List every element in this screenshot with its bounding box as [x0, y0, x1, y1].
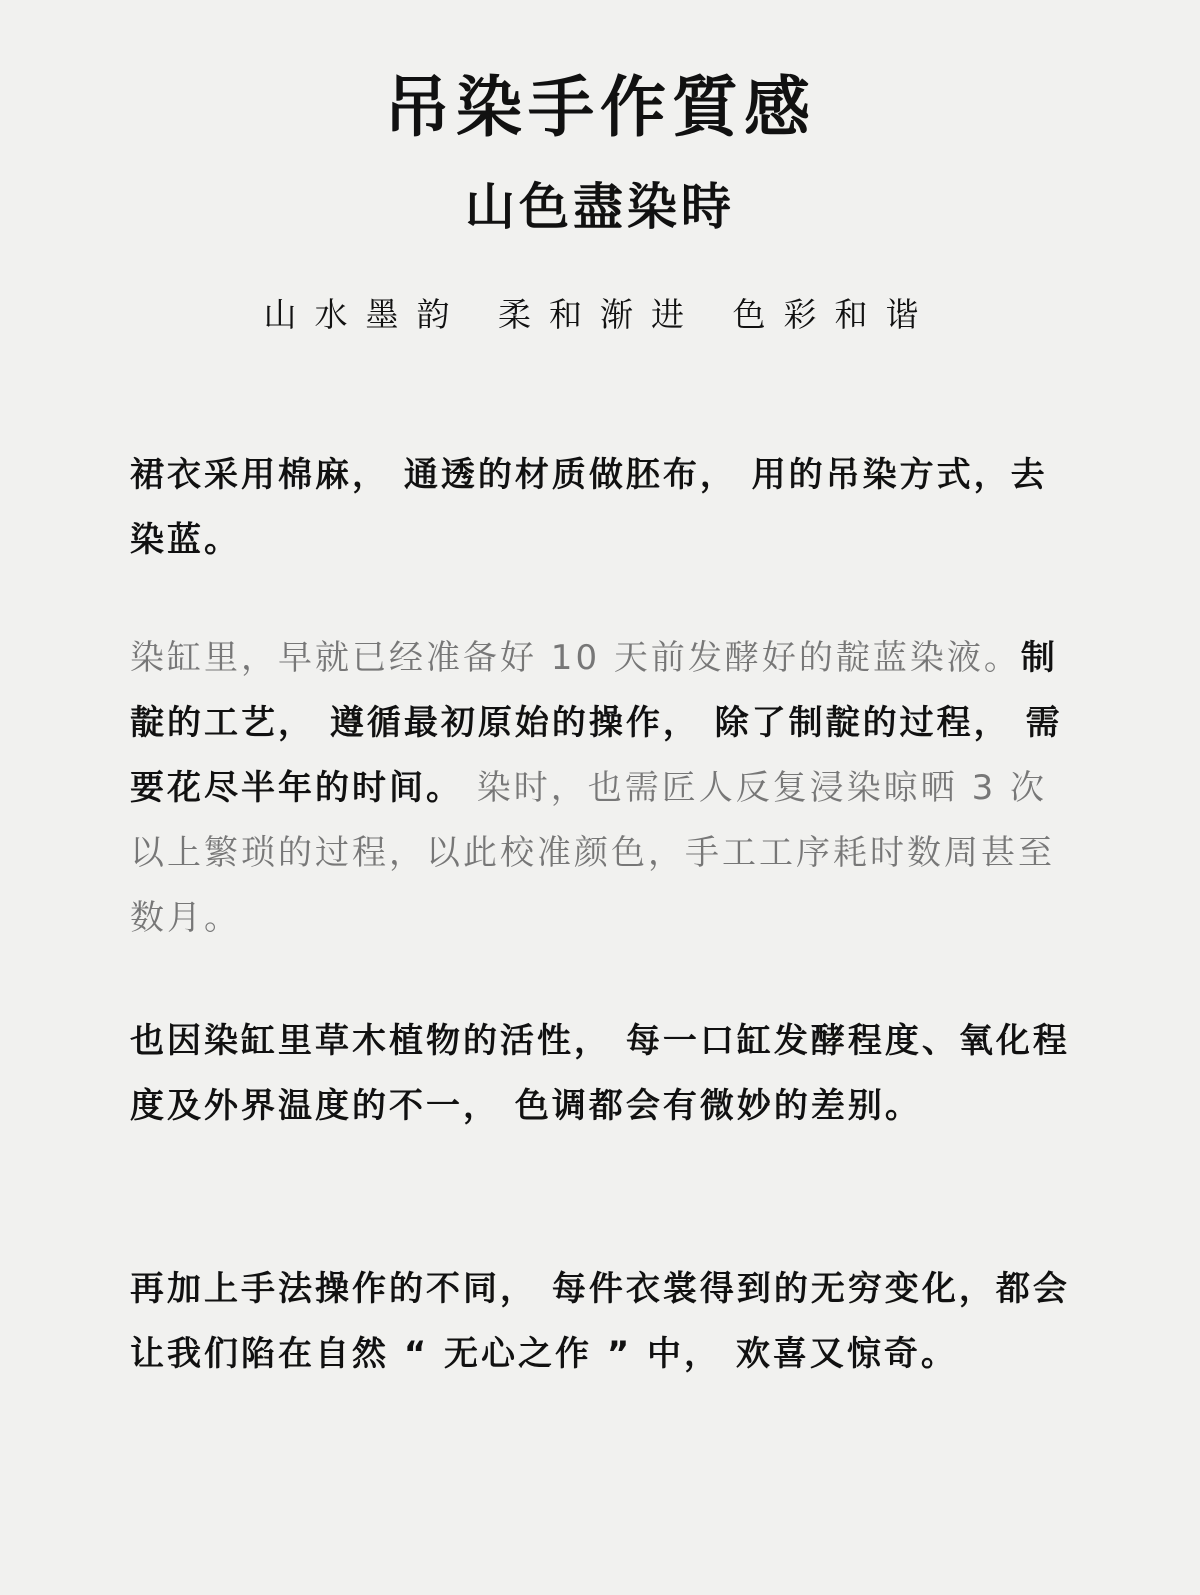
tag-gradient: 柔和渐进: [498, 295, 702, 334]
paragraph-handcraft: 再加上手法操作的不同， 每件衣裳得到的无穷变化，都会让我们陷在自然 “ 无心之作 ” 中， 欢喜又惊奇。: [130, 1269, 1070, 1374]
paragraph-fabric: 裙衣采用棉麻， 通透的材质做胚布， 用的吊染方式，去染蓝。: [130, 455, 1048, 560]
page-title: 吊染手作質感: [384, 68, 816, 146]
paragraph-dyeing-craft: 制靛的工艺， 遵循最初原始的操作， 除了制靛的过程， 需要花尽半年的时间。: [130, 638, 1063, 808]
page-subtitle: 山色盡染時: [465, 177, 735, 236]
tagline: [0, 290, 1200, 340]
paragraph-dyeing-intro: 染缸里，早就已经准备好 10 天前发酵好的靛蓝染液。: [130, 638, 1021, 678]
paragraph-dyeing-process: [130, 626, 1070, 951]
paragraph-variation: 也因染缸里草木植物的活性， 每一口缸发酵程度、氧化程度及外界温度的不一， 色调都会有微妙的差别。: [130, 1021, 1070, 1126]
tag-ink-style: 山水墨韵: [263, 295, 468, 334]
tag-harmony: 色彩和谐: [732, 295, 937, 334]
paragraph-dyeing-repeat: 染时，也需匠人反复浸染晾晒 3 次以上繁琐的过程，以此校准颜色，手工工序耗时数周甚至数月。: [130, 768, 1055, 938]
